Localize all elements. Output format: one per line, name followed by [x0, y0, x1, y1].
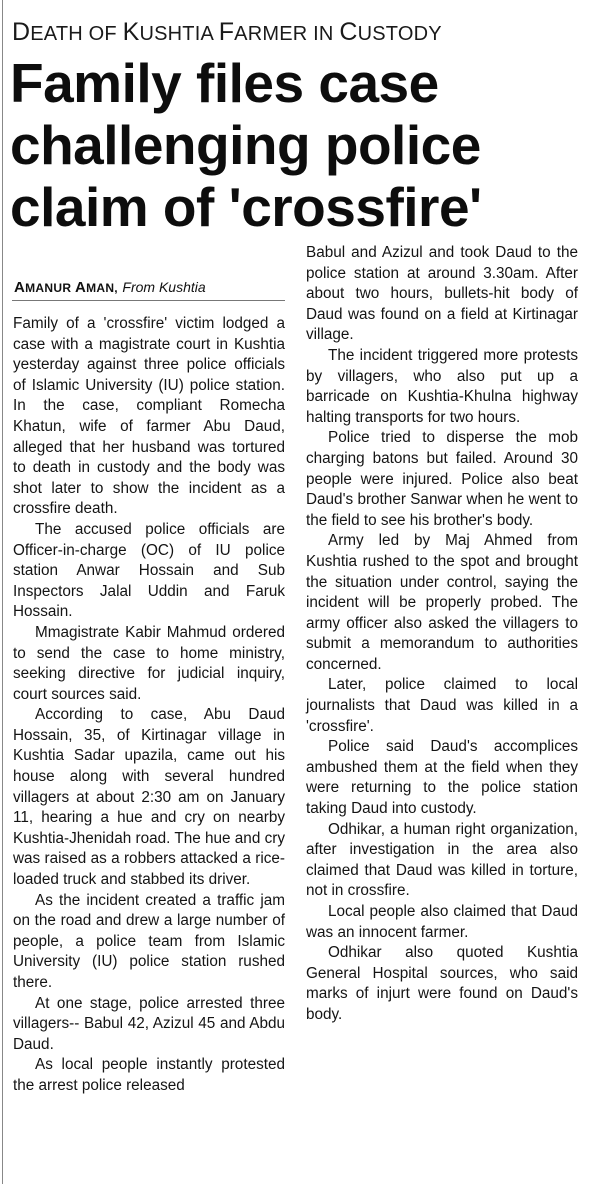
- author-part: A: [14, 279, 26, 296]
- column-2: [306, 243, 578, 1026]
- byline-author: [14, 279, 118, 296]
- paragraph: Family of a 'crossfire' victim lodged a case with a magistrate court in Kushtia yesterday against three police officials of Islamic University (IU) police station. In the case, compliant Romecha Khatun, wife of farmer Abu Daud, alleged that her husband was tortured to death in custody and the body was shot later to show the incident as a crossfire death.: [13, 315, 285, 518]
- paragraph: At one stage, police arrested three villagers-- Babul 42, Azizul 45 and Abdu Daud.: [13, 994, 285, 1053]
- paragraph: Local people also claimed that Daud was an innocent farmer.: [306, 903, 578, 941]
- paragraph: As the incident created a traffic jam on the road and drew a large number of people, a police team from Islamic University (IU) police station rushed there.: [13, 891, 285, 991]
- paragraph: Mmagistrate Kabir Mahmud ordered to send the case to home ministry, seeking directive for judicial inquiry, court sources said.: [13, 623, 285, 703]
- paragraph: Army led by Maj Ahmed from Kushtia rushed to the spot and brought the situation under control, saying the incident will be properly probed. The army officer also asked the villagers to submit a memorandum to authorities concerned.: [306, 532, 578, 673]
- headline-line: challenging police: [10, 114, 481, 176]
- kicker-part: ARMER IN: [234, 23, 340, 45]
- paragraph: The incident triggered more protests by villagers, who also put up a barricade on Kushtia-Khulna highway halting transports for two hours.: [306, 346, 578, 426]
- headline-line: claim of 'crossfire': [10, 176, 482, 238]
- headline-line: Family files case: [10, 52, 439, 114]
- paragraph: Police said Daud's accomplices ambushed them at the field when they were returning to the police station taking Daud into custody.: [306, 738, 578, 818]
- left-border-rule: [2, 0, 3, 1184]
- paragraph: Odhikar also quoted Kushtia General Hospital sources, who said marks of injurt were found on Daud's body.: [306, 944, 578, 1023]
- paragraph: Later, police claimed to local journalists that Daud was killed in a 'crossfire'.: [306, 676, 578, 735]
- paragraph: Police tried to disperse the mob charging batons but failed. Around 30 people were injured. Police also beat Daud's brother Sanwar when he went to the field to see his brother's body.: [306, 429, 578, 529]
- kicker-part: USHTIA: [139, 23, 219, 45]
- author-part: A: [74, 279, 87, 296]
- byline-location: From Kushtia: [122, 279, 206, 295]
- kicker-part: USTODY: [357, 23, 442, 45]
- byline: [14, 277, 284, 298]
- kicker-part: EATH OF: [30, 23, 123, 45]
- paragraph: The accused police officials are Officer-in-charge (OC) of IU police station Anwar Hossain and Sub Inspectors Jalal Uddin and Faruk Hossain.: [13, 520, 285, 621]
- byline-rule: [12, 300, 285, 301]
- author-part: MAN,: [86, 281, 118, 295]
- paragraph: Babul and Azizul and took Daud to the police station at around 3.30am. After about two hours, bullets-hit body of Daud was found on a field at Kirtinagar village.: [306, 244, 578, 344]
- headline: [10, 52, 595, 238]
- author-part: MANUR: [25, 281, 75, 295]
- kicker-part: F: [218, 18, 235, 46]
- paragraph: As local people instantly protested the arrest police released: [13, 1056, 285, 1094]
- kicker-part: D: [12, 18, 31, 46]
- column-1: [13, 314, 285, 1097]
- kicker: [12, 17, 592, 49]
- kicker-part: K: [122, 18, 140, 46]
- paragraph: Odhikar, a human right organization, after investigation in the area also claimed that Daud was killed in torture, not in crossfire.: [306, 820, 578, 900]
- kicker-part: C: [339, 18, 358, 46]
- paragraph: According to case, Abu Daud Hossain, 35, of Kirtinagar village in Kushtia Sadar upazila, came out his house along with several hundred villagers at about 2:30 am on January 11, hearing a hue and cry on nearby Kushtia-Jhenidah road. The hue and cry was raised as a robbers attacked a rice-loaded truck and stabbed its driver.: [13, 706, 285, 889]
